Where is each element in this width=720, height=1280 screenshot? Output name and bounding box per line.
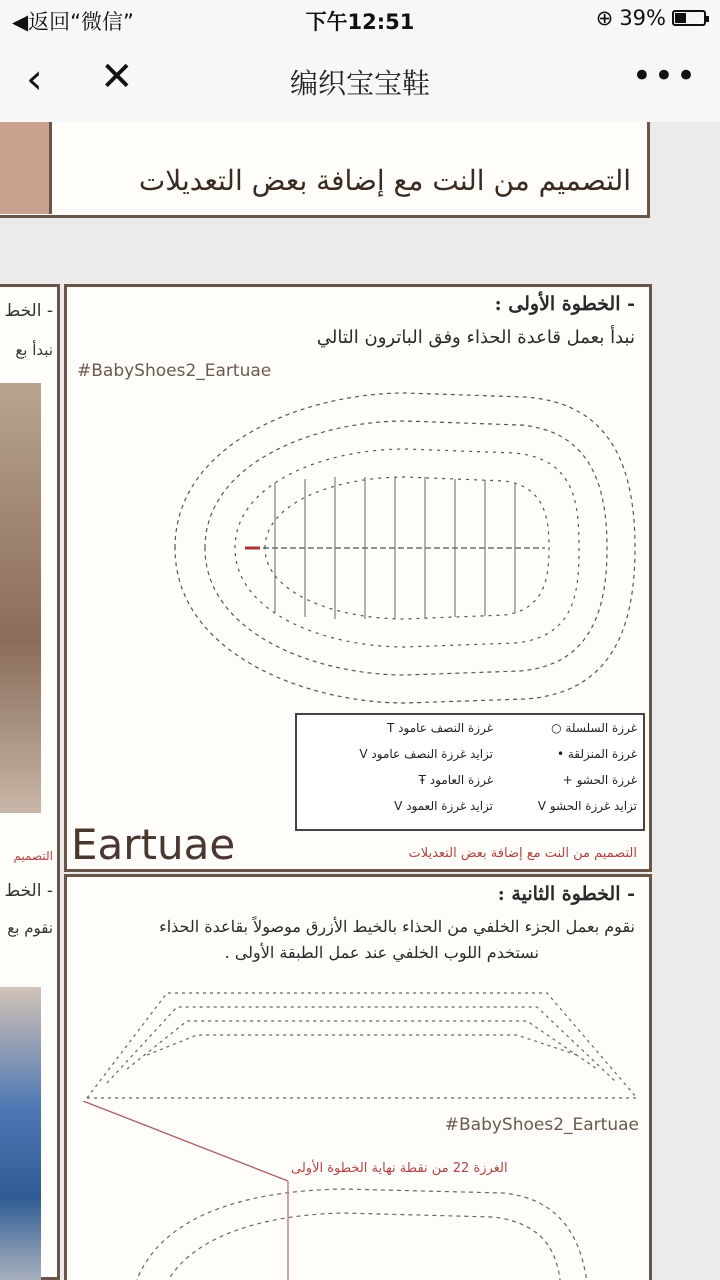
back-to-app-link[interactable]: ◀返回“微信” <box>12 10 134 34</box>
heel-crochet-diagram <box>77 973 647 1113</box>
step2-heading: - الخطوة الثانية : <box>497 883 635 905</box>
legend-item: تزايد غرزة العمود V <box>394 799 493 813</box>
legend-item: غرزة النصف عامود T <box>386 721 493 735</box>
article-image <box>0 122 720 1280</box>
step2-red-label: الغرزة 22 من نقطة نهاية الخطوة الأولى <box>291 1161 508 1176</box>
more-options-icon[interactable]: ••• <box>631 56 698 96</box>
top-banner-panel <box>0 122 650 218</box>
left-heading-1: - الخط <box>4 301 53 321</box>
step1-hashtag: #BabyShoes2_Eartuae <box>77 361 272 381</box>
legend-item: غرزة المنزلقة • <box>556 747 637 761</box>
legend-item: تزايد غرزة النصف عامود V <box>359 747 493 761</box>
status-time: 下午12:51 <box>305 10 415 34</box>
left-photo-1 <box>0 383 41 813</box>
orientation-lock-icon: ⊕ <box>595 6 614 30</box>
legend-item: غرزة العامود Ŧ <box>418 773 493 787</box>
left-photo-2 <box>0 987 41 1280</box>
nav-bar <box>0 40 720 123</box>
step1-heading: - الخطوة الأولى : <box>494 293 635 315</box>
step1-credit: التصميم من النت مع إضافة بعض التعديلات <box>408 846 637 861</box>
legend-item: غرزة الحشو + <box>562 773 637 787</box>
sole-crochet-diagram <box>75 383 645 713</box>
step2-panel <box>64 874 652 1280</box>
legend-item: غرزة السلسلة ○ <box>551 721 637 735</box>
step1-subtitle: نبدأ بعمل قاعدة الحذاء وفق الباترون التالي <box>316 327 635 348</box>
banner-text: التصميم من النت مع إضافة بعض التعديلات <box>138 164 631 197</box>
left-cropped-panel <box>0 284 60 1280</box>
step2-line2: نستخدم اللوب الخلفي عند عمل الطبقة الأولى . <box>224 943 539 962</box>
status-right <box>596 6 706 30</box>
battery-fill <box>675 13 686 23</box>
brand-logo-text: Eartuae <box>71 820 236 869</box>
page-title: 编织宝宝鞋 <box>289 67 430 100</box>
stitch-legend <box>295 713 645 831</box>
step2-hashtag: #BabyShoes2_Eartuae <box>444 1115 639 1135</box>
step2-line1: نقوم بعمل الجزء الخلفي من الحذاء بالخيط الأزرق موصولاً بقاعدة الحذاء <box>159 917 635 936</box>
status-bar <box>0 0 720 40</box>
step1-panel <box>64 284 652 872</box>
battery-percent: 39% <box>619 6 666 30</box>
sole-diagram-partial <box>83 1101 643 1280</box>
banner-photo-fragment <box>0 122 52 214</box>
left-heading-2: - الخط <box>4 881 53 901</box>
close-icon[interactable]: ✕ <box>100 54 134 100</box>
battery-icon <box>672 10 706 26</box>
left-line-1: نبدأ بع <box>15 341 53 359</box>
left-line-2: نقوم بع <box>7 919 53 937</box>
legend-item: تزايد غرزة الحشو V <box>537 799 637 813</box>
back-chevron-icon[interactable]: ‹ <box>26 54 43 103</box>
left-credit: التصميم <box>13 849 53 863</box>
